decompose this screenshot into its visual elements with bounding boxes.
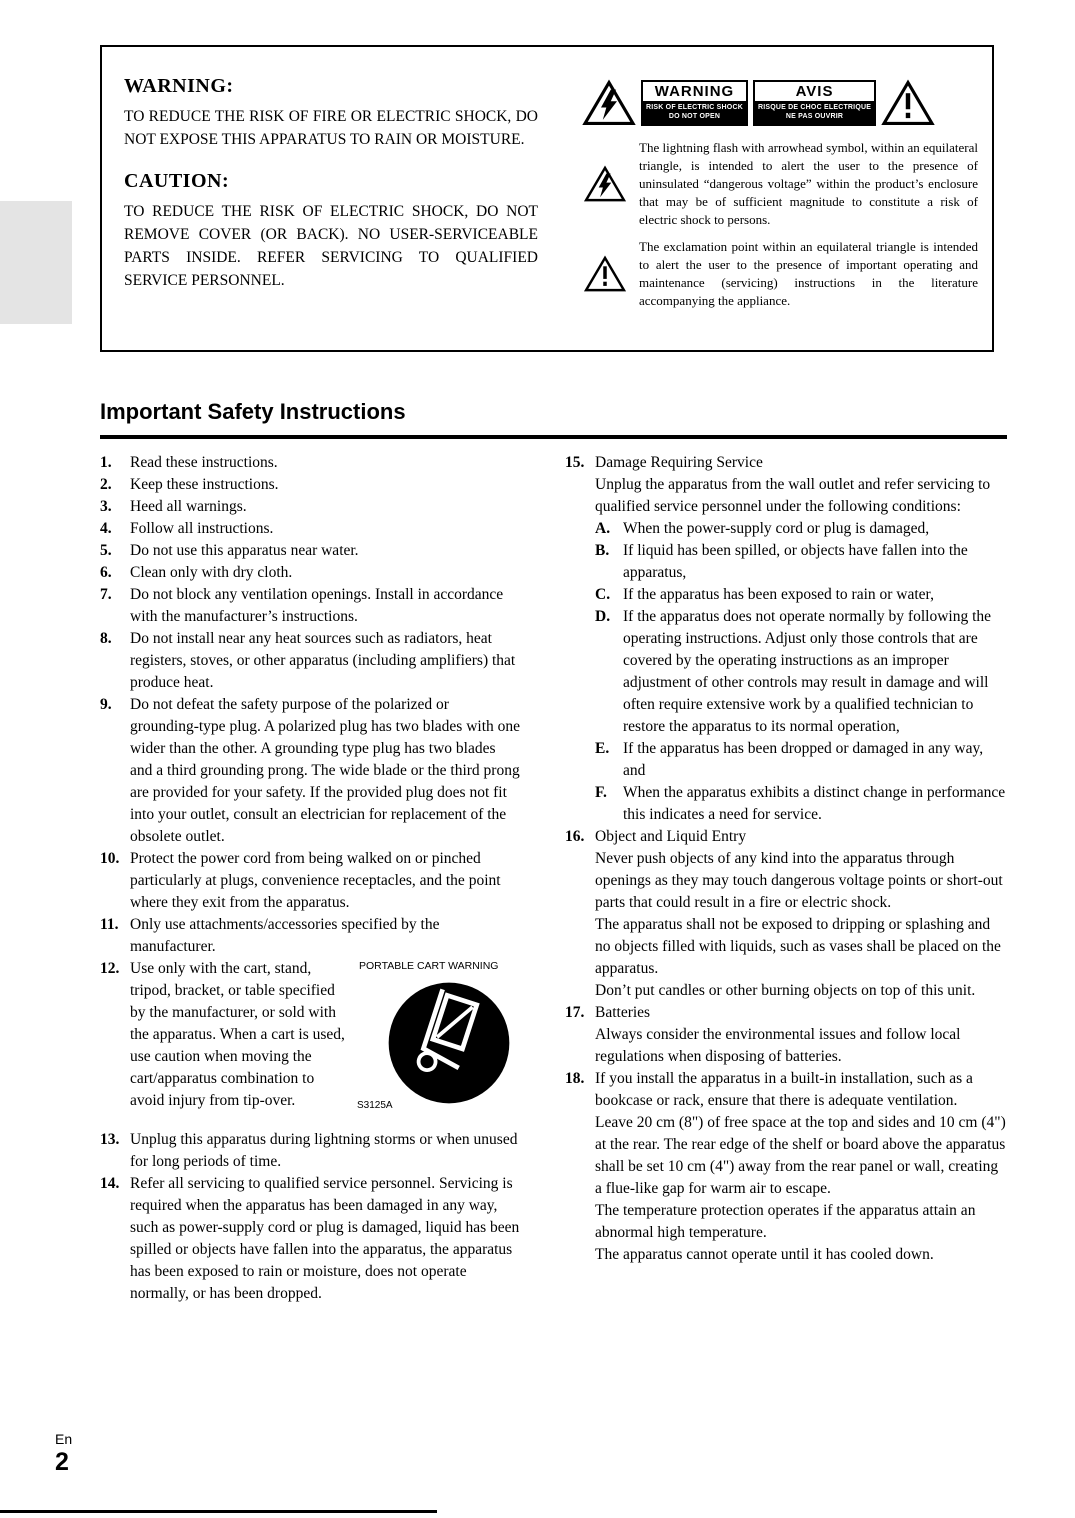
item-text: Clean only with dry cloth. [130, 564, 293, 581]
exclamation-triangle-icon [881, 79, 935, 127]
item-text: Refer all servicing to qualified service personnel. Servicing is required when the apparatus has been damaged in any way, such as power-supply cord or plug is damaged, liquid has been spilled or objects have fallen into the apparatus, the apparatus has been exposed to rain or moisture, does not operate normally, or has been dropped. [130, 1175, 520, 1302]
cart-warning-caption: PORTABLE CART WARNING [359, 960, 499, 972]
item-text [595, 1068, 1008, 1266]
warning-shock-label [641, 80, 748, 126]
item-text: Do not install near any heat sources such as radiators, heat registers, stoves, or other apparatus (including amplifiers) that produce heat. [130, 630, 516, 691]
item-12-text: Use only with the cart, stand, tripod, bracket, or table specified by the manufacturer, or sold with the apparatus. When a cart is used, use caution when moving the cart/apparatus combination to avoid injury from tip-over. [130, 960, 345, 1109]
sub-item-text: If the apparatus does not operate normally by following the operating instructions. Adjust only those controls that are covered by the operating instructions as an improper adjustment of other controls may result in damage and will often require extensive work by a qualified technician to restore the apparatus to its normal operation, [623, 608, 992, 735]
warning-label-title: WARNING [654, 83, 735, 100]
list-item-12 [100, 958, 521, 1129]
cart-warning-art [359, 975, 521, 1125]
item-number: 5. [100, 542, 112, 559]
page-footer [55, 1430, 72, 1476]
list-item-13 [100, 1129, 521, 1173]
item-number: 10. [100, 850, 120, 867]
item-15-intro: Unplug the apparatus from the wall outlet and refer servicing to qualified service personnel under the following conditions: [595, 476, 991, 515]
warning-caution-text-block [124, 75, 538, 292]
item-number: 16. [565, 828, 585, 845]
list-item-10 [100, 848, 521, 914]
item-text [595, 1002, 1008, 1068]
exclamation-triangle-icon [584, 255, 626, 293]
sub-item-B [595, 540, 1008, 584]
side-index-tab [0, 201, 72, 324]
avis-label-title: AVIS [795, 83, 834, 100]
item-number: 8. [100, 630, 112, 647]
caution-heading: CAUTION: [124, 170, 230, 192]
item-15-title: Damage Requiring Service [595, 454, 763, 471]
avis-shock-label [753, 80, 876, 126]
list-item-4 [100, 518, 521, 540]
item-number: 7. [100, 586, 112, 603]
list-item-15 [565, 452, 1008, 826]
list-item-8 [100, 628, 521, 694]
list-item-5 [100, 540, 521, 562]
list-item-17 [565, 1002, 1008, 1068]
item-text: Do not defeat the safety purpose of the polarized or grounding-type plug. A polarized plug has two blades with one wider than the other. A grounding type plug has two blades and a third grounding prong. The wide blade or the third prong are provided for your safety. If the provided plug does not fit into your outlet, consult an electrician for replacement of the obsolete outlet. [130, 696, 521, 845]
sub-item-letter: B. [595, 542, 610, 559]
item-number: 12. [100, 960, 120, 977]
sub-item-text: If the apparatus has been dropped or damaged in any way, and [623, 740, 984, 779]
sub-item-letter: E. [595, 740, 610, 757]
item-number: 13. [100, 1131, 120, 1148]
warning-label-line1: RISK OF ELECTRIC SHOCK [646, 104, 743, 111]
sub-item-text: When the apparatus exhibits a distinct change in performance this indicates a need for service. [623, 784, 1006, 823]
sub-item-text: If liquid has been spilled, or objects have fallen into the apparatus, [623, 542, 968, 581]
item-text: Unplug this apparatus during lightning storms or when unused for long periods of time. [130, 1131, 518, 1170]
item-number: 6. [100, 564, 112, 581]
list-item-7 [100, 584, 521, 628]
sub-item-F [595, 782, 1008, 826]
sub-item-text: If the apparatus has been exposed to rain or water, [623, 586, 934, 603]
sub-item-letter: C. [595, 586, 611, 603]
item-text [595, 826, 1008, 1002]
list-item-14 [100, 1173, 521, 1305]
list-item-11 [100, 914, 521, 958]
item-text: Protect the power cord from being walked on or pinched particularly at plugs, convenience receptacles, and the point where they exit from the apparatus. [130, 850, 501, 911]
item-number: 4. [100, 520, 112, 537]
item-text [595, 452, 1008, 826]
item-text: Do not use this apparatus near water. [130, 542, 359, 559]
item-number: 15. [565, 454, 585, 471]
item-number: 18. [565, 1070, 585, 1087]
lightning-triangle-icon [582, 79, 636, 127]
avis-label-sub [755, 101, 874, 124]
sub-item-letter: F. [595, 784, 607, 801]
item-18-paragraph: If you install the apparatus in a built-in installation, such as a bookcase or rack, ensure that there is adequate ventilation. [595, 1070, 973, 1109]
hazard-symbols-block [582, 79, 978, 319]
item-text: Only use attachments/accessories specified by the manufacturer. [130, 916, 440, 955]
list-item-6 [100, 562, 521, 584]
item-16-title: Object and Liquid Entry [595, 828, 747, 845]
warning-caution-box [100, 45, 994, 352]
item-17-title: Batteries [595, 1004, 651, 1021]
sub-item-letter: A. [595, 520, 611, 537]
item-16-paragraph: Don’t put candles or other burning objects on top of this unit. [595, 982, 976, 999]
item-16-paragraph: Never push objects of any kind into the apparatus through openings as they may touch dangerous voltage points or short-out parts that could result in a fire or electric shock. [595, 850, 1003, 911]
sub-item-C [595, 584, 1008, 606]
item-number: 2. [100, 476, 112, 493]
item-number: 3. [100, 498, 112, 515]
list-item-2 [100, 474, 521, 496]
lightning-note [582, 139, 978, 229]
sub-item-D [595, 606, 1008, 738]
warning-label-line2: DO NOT OPEN [668, 113, 721, 120]
sub-item-text: When the power-supply cord or plug is damaged, [623, 520, 930, 537]
instructions-column-right [565, 452, 1008, 1266]
item-text: Heed all warnings. [130, 498, 247, 515]
instructions-column-left [100, 452, 521, 1305]
sub-item-letter: D. [595, 608, 611, 625]
caution-text: TO REDUCE THE RISK OF ELECTRIC SHOCK, DO NOT REMOVE COVER (OR BACK). NO USER-SERVICEABLE PARTS INSIDE. REFER SERVICING TO QUALIFIED SERVICE PERSONNEL. [124, 203, 538, 289]
cart-figure-code: S3125A [357, 1100, 393, 1111]
lightning-note-text: The lightning flash with arrowhead symbol, within an equilateral triangle, is intended to alert the user to the presence of uninsulated “dangerous voltage” within the product’s enclosure that may be of sufficient magnitude to constitute a risk of electric shock to persons. [639, 140, 978, 227]
item-number: 9. [100, 696, 112, 713]
portable-cart-warning-figure [359, 960, 521, 1125]
page-number: 2 [55, 1448, 69, 1476]
exclamation-note [582, 238, 978, 310]
bottom-crop-line [0, 1510, 437, 1513]
list-item-16 [565, 826, 1008, 1002]
item-text: Read these instructions. [130, 454, 278, 471]
language-code: En [55, 1431, 73, 1447]
item-text: Follow all instructions. [130, 520, 274, 537]
lightning-triangle-icon [584, 165, 626, 203]
item-18-paragraph: The temperature protection operates if the apparatus attain an abnormal high temperature. [595, 1202, 976, 1241]
item-number: 1. [100, 454, 112, 471]
item-16-paragraph: The apparatus shall not be exposed to dripping or splashing and no objects filled with liquids, such as vases shall be placed on the apparatus. [595, 916, 1001, 977]
sub-item-A [595, 518, 1008, 540]
item-text [130, 958, 521, 1129]
list-item-1 [100, 452, 521, 474]
warning-label-sub [643, 101, 746, 124]
avis-label-line2: NE PAS OUVRIR [785, 113, 844, 120]
item-17-paragraph: Always consider the environmental issues and follow local regulations when disposing of batteries. [595, 1026, 961, 1065]
list-item-9 [100, 694, 521, 848]
cart-tipover-icon [383, 977, 515, 1109]
sub-item-E [595, 738, 1008, 782]
warning-text: TO REDUCE THE RISK OF FIRE OR ELECTRIC SHOCK, DO NOT EXPOSE THIS APPARATUS TO RAIN OR MOISTURE. [124, 108, 538, 148]
item-number: 11. [100, 916, 119, 933]
hazard-symbols-row [582, 79, 978, 127]
item-18-paragraph: The apparatus cannot operate until it has cooled down. [595, 1246, 934, 1263]
page-title: Important Safety Instructions [100, 399, 1007, 439]
item-text: Do not block any ventilation openings. Install in accordance with the manufacturer’s instructions. [130, 586, 504, 625]
item-18-paragraph: Leave 20 cm (8") of free space at the top and sides and 10 cm (4") at the rear. The rear edge of the shelf or board above the apparatus shall be set 10 cm (4") away from the rear panel or wall, creating a flue-like gap for warm air to escape. [595, 1114, 1006, 1197]
item-text: Keep these instructions. [130, 476, 279, 493]
warning-heading: WARNING: [124, 75, 234, 97]
exclamation-note-text: The exclamation point within an equilateral triangle is intended to alert the user to the presence of important operating and maintenance (servicing) instructions in the literature accompanying the appliance. [639, 239, 978, 308]
list-item-18 [565, 1068, 1008, 1266]
item-number: 17. [565, 1004, 585, 1021]
list-item-3 [100, 496, 521, 518]
avis-label-line1: RISQUE DE CHOC ELECTRIQUE [757, 104, 872, 111]
item-number: 14. [100, 1175, 120, 1192]
